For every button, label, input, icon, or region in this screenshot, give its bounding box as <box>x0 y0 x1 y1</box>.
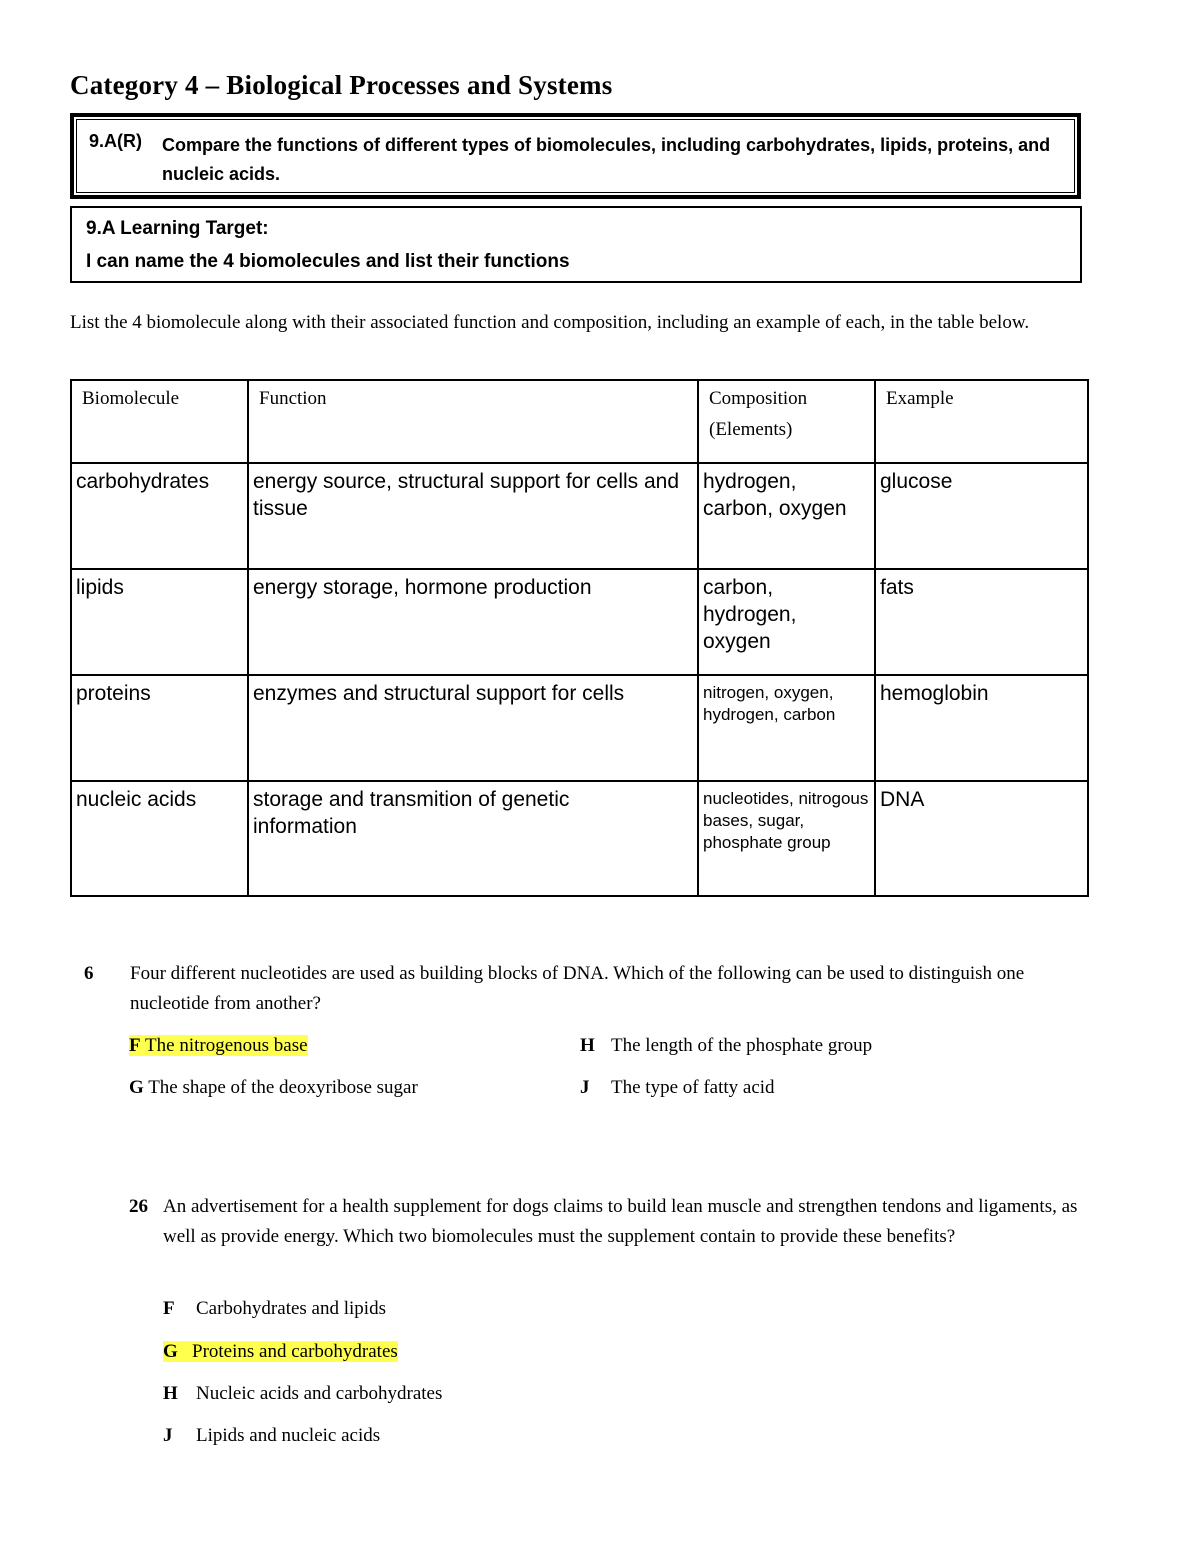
learning-target-box <box>70 206 1082 283</box>
table-header-row <box>71 380 1088 463</box>
instructions: List the 4 biomolecule along with their associated function and composition, including an example of each, in the table below. <box>70 312 1030 333</box>
cell-composition: nitrogen, oxygen, hydrogen, carbon <box>698 675 875 781</box>
q26-text <box>163 1192 1108 1252</box>
option-letter: F <box>163 1298 175 1319</box>
cell-function: energy source, structural support for cells and tissue <box>248 463 698 569</box>
q6-option-j[interactable] <box>580 1073 775 1103</box>
learning-target-label: 9.A Learning Target: <box>86 218 269 239</box>
option-letter: F <box>129 1035 141 1056</box>
option-text: Lipids and nucleic acids <box>196 1425 381 1446</box>
cell-function: storage and transmition of genetic information <box>248 781 698 896</box>
option-letter: J <box>163 1425 173 1446</box>
cell-composition: hydrogen, carbon, oxygen <box>698 463 875 569</box>
option-letter: J <box>580 1077 590 1098</box>
learning-target-text: I can name the 4 biomolecules and list their functions <box>86 251 570 272</box>
q6-option-g[interactable] <box>129 1073 418 1103</box>
option-text: Nucleic acids and carbohydrates <box>196 1383 443 1404</box>
header-function: Function <box>248 380 698 463</box>
q26-text-content: An advertisement for a health supplement for dogs claims to build lean muscle and strengthen tendons and ligaments, as well as provide energy. Which two biomolecules must the supplement contain to provide these benefits? <box>163 1196 1078 1247</box>
q6-number: 6 <box>84 963 94 984</box>
q26-option-h[interactable] <box>163 1379 442 1409</box>
cell-biomolecule: carbohydrates <box>71 463 248 569</box>
table-row <box>71 569 1088 675</box>
q26-option-j[interactable] <box>163 1421 380 1451</box>
table-row <box>71 675 1088 781</box>
header-composition: Composition (Elements) <box>698 380 875 463</box>
biomolecule-table <box>70 379 1089 897</box>
cell-example: DNA <box>875 781 1088 896</box>
q6-text: Four different nucleotides are used as building blocks of DNA. Which of the following can be used to distinguish one nucleotide from another? <box>130 963 1025 1014</box>
cell-biomolecule: nucleic acids <box>71 781 248 896</box>
header-example: Example <box>875 380 1088 463</box>
cell-composition: carbon, hydrogen, oxygen <box>698 569 875 675</box>
page-title: Category 4 – Biological Processes and Systems <box>70 70 613 100</box>
cell-composition: nucleotides, nitrogous bases, sugar, phosphate group <box>698 781 875 896</box>
header-biomolecule: Biomolecule <box>71 380 248 463</box>
q6-option-f[interactable] <box>129 1031 308 1061</box>
option-text: The shape of the deoxyribose sugar <box>148 1077 418 1098</box>
standard-code: 9.A(R) <box>89 131 142 151</box>
option-letter: G <box>129 1077 144 1098</box>
option-letter: H <box>580 1035 595 1056</box>
q26-option-f[interactable] <box>163 1294 386 1324</box>
cell-biomolecule: proteins <box>71 675 248 781</box>
q6-option-h[interactable] <box>580 1031 872 1061</box>
cell-example: fats <box>875 569 1088 675</box>
cell-function: energy storage, hormone production <box>248 569 698 675</box>
option-letter: H <box>163 1383 178 1404</box>
standard-text: Compare the functions of different types of biomolecules, including carbohydrates, lipids, proteins, and nucleic acids. <box>162 135 1051 184</box>
q26-option-g[interactable] <box>163 1337 398 1367</box>
option-text: The length of the phosphate group <box>611 1035 873 1056</box>
option-letter: G <box>163 1341 178 1362</box>
cell-biomolecule: lipids <box>71 569 248 675</box>
option-text: Proteins and carbohydrates <box>192 1341 398 1362</box>
cell-example: hemoglobin <box>875 675 1088 781</box>
table-row <box>71 463 1088 569</box>
option-text: Carbohydrates and lipids <box>196 1298 386 1319</box>
standard-box <box>70 113 1081 199</box>
option-text: The type of fatty acid <box>611 1077 775 1098</box>
option-text: The nitrogenous base <box>145 1035 308 1056</box>
table-row <box>71 781 1088 896</box>
cell-example: glucose <box>875 463 1088 569</box>
cell-function: enzymes and structural support for cells <box>248 675 698 781</box>
q26-number: 26 <box>129 1196 148 1217</box>
